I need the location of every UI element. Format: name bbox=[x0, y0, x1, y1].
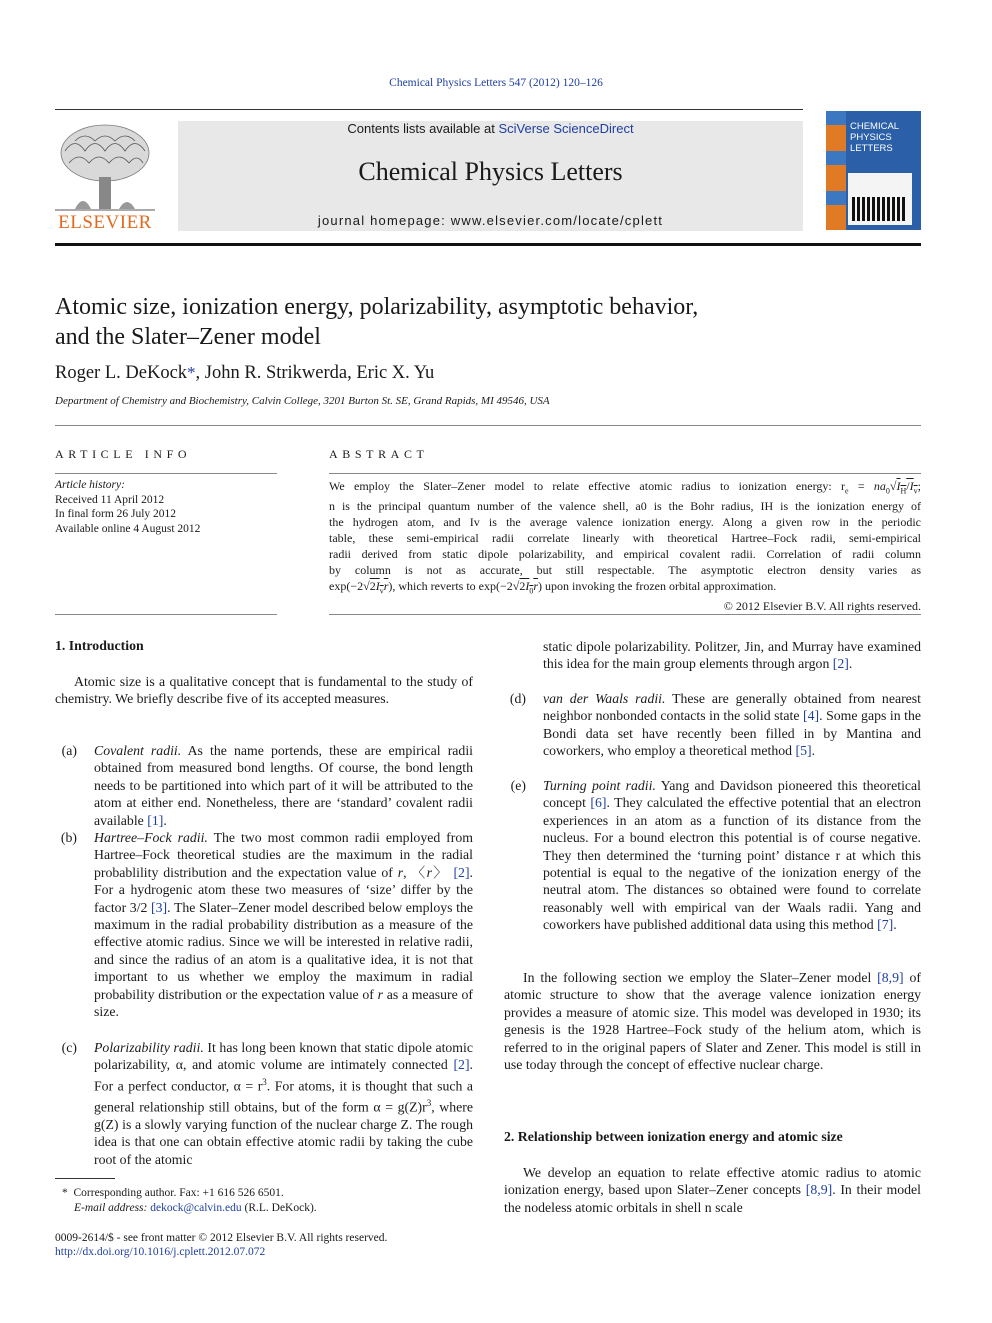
author-list bbox=[55, 363, 434, 384]
list-body: static dipole polarizability. Politzer, Jin, and Murray have examined this idea for the main group elements through argon bbox=[543, 639, 921, 672]
abstract-text: ) upon invoking the frozen orbital approximation. bbox=[538, 578, 777, 593]
history-label: Article history: bbox=[55, 479, 125, 491]
list-text: Hartree–Fock radii. The two most common radii employed from Hartree–Fock theoretical studies are the maximum in the radial probablility distribution and the expectation value of r, 〈r〉 [2]. For a hydrogenic atom these two measures of ‘size’ differ by the factor 3/2 [3]. The Slater–Zener model described below employs the maximum in the radial probability distribution as a measure of the effective atomic radius. Since we will be interested in relative radii, and since the radius of an atom is a qualitative idea, it is not that important to us whether we employ the maximum in radial probability distribution or the expectation value of r as a measure of size. bbox=[94, 830, 473, 1020]
email-link[interactable]: dekock@calvin.edu bbox=[150, 1202, 242, 1214]
abstract-text: exp(−2 bbox=[329, 578, 364, 593]
divider bbox=[329, 614, 921, 615]
footnote-corresponding bbox=[62, 1186, 317, 1216]
abstract-text: We employ the Slater–Zener model to relate effective atomic radius to ionization energy: r bbox=[329, 479, 845, 493]
paragraph-text: In the following section we employ the Slater–Zener model bbox=[523, 970, 878, 985]
section-heading-introduction: 1. Introduction bbox=[55, 638, 144, 653]
author-name: Roger L. DeKock bbox=[55, 363, 188, 383]
author-names: , John R. Strikwerda, Eric X. Yu bbox=[195, 363, 435, 383]
abstract-body bbox=[329, 479, 921, 615]
history-final: In final form 26 July 2012 bbox=[55, 508, 177, 520]
abstract-heading: ABSTRACT bbox=[329, 447, 429, 461]
list-body: . Some gaps in the Bondi data set have recently been filled in by Mantina and coworkers, who employ a theoretical method bbox=[543, 708, 922, 759]
cover-title-line: PHYSICS bbox=[850, 132, 892, 143]
list-label: (c) bbox=[61, 1040, 77, 1055]
cover-title-line: CHEMICAL bbox=[850, 121, 900, 132]
footnote-text: Corresponding author. Fax: +1 616 526 6501. bbox=[73, 1187, 284, 1199]
journal-homepage[interactable]: journal homepage: www.elsevier.com/locate/cplett bbox=[317, 213, 664, 228]
list-label: (e) bbox=[510, 778, 526, 793]
header-thick-rule bbox=[55, 243, 921, 246]
article-title bbox=[55, 292, 855, 352]
slater-zener-paragraph bbox=[504, 969, 921, 1073]
abstract-line: $\exp(-2√2I_vr)$, which reverts to $\exp(-2√2I_0r)$ upon invoking the frozen orbital approximation. bbox=[329, 578, 777, 596]
list-body: These are generally obtained from nearest neighbor nonbonded contacts in the solid state bbox=[543, 691, 922, 724]
footnote-rule bbox=[55, 1178, 115, 1179]
cover-title bbox=[850, 121, 899, 154]
abstract-line: n is the principal quantum number of the valence shell, a0 is the Bohr radius, IH is the ionization energy of bbox=[329, 499, 921, 514]
list-body: . The Slater–Zener model described below employs the maximum in the radial probability distribution as a measure of the effective atomic radius. Since we will be interested in relative radii, and since the radius of an atom is a qualitative idea, it is not that important to us whether we employ the maximum in radial probability distribution or the expectation value of bbox=[94, 899, 473, 1002]
footnote-line bbox=[62, 1186, 317, 1201]
list-text: Polarizability radii. It has long been known that static dipole atomic polarizability, α, and atomic volume are intimately connected [2]. For a perfect conductor, $\alpha = r^3$. For atoms, it is thought that such a general relationship still obtains, but of the form $\alpha = g(Z)r^3$, where g(Z) is a slowly varying function of the nuclear charge Z. The rough idea is that one can obtain effective atomic radii by taking the cube root of the atomic bbox=[94, 1040, 474, 1167]
journal-title: Chemical Physics Letters bbox=[358, 157, 623, 186]
abstract-line: the hydrogen atom, and Iv is the average valence ionization energy. Along a given row in the periodic bbox=[329, 515, 921, 530]
list-term: Turning point radii. bbox=[543, 778, 656, 793]
article-title-line: and the Slater–Zener model bbox=[55, 324, 321, 350]
list-body: As the name portends, these are empirical radii obtained from measured bond lengths. Of course, the bond length needs to be partitioned into which part of it will be attributed to the atom at either end. Nonetheless, there are ‘standard’ covalent radii available bbox=[94, 743, 473, 828]
citation-link[interactable]: [6] bbox=[590, 795, 607, 811]
list-body: . For a hydrogenic atom these two measures of ‘size’ differ by the factor 3/2 bbox=[94, 864, 473, 915]
list-label: (a) bbox=[61, 743, 77, 758]
abstract-line: radii derived from static dipole polarizability, and empirical covalent radii. Correlation of radii column bbox=[329, 547, 921, 562]
list-body: It has long been known that static dipole atomic polarizability, α, and atomic volume are intimately connected bbox=[94, 1040, 474, 1073]
list-term: Hartree–Fock radii. bbox=[94, 830, 208, 845]
email-label: E-mail address: bbox=[74, 1202, 148, 1214]
citation-link[interactable]: [4] bbox=[803, 708, 820, 724]
issn-line: 0009-2614/$ - see front matter © 2012 Elsevier B.V. All rights reserved. bbox=[55, 1232, 388, 1244]
contents-prefix: Contents lists available at bbox=[347, 121, 499, 136]
section-2-paragraph bbox=[504, 1164, 921, 1216]
article-history bbox=[55, 478, 200, 536]
citation-link[interactable]: [2] bbox=[832, 656, 849, 672]
citation-link[interactable]: [8,9] bbox=[877, 970, 904, 985]
abstract-line: by column is not as accurate, but still respectable. The asymptotic electron density varies as bbox=[329, 562, 921, 577]
section-heading-2: 2. Relationship between ionization energy and atomic size bbox=[504, 1129, 843, 1144]
list-term: van der Waals radii. bbox=[543, 691, 666, 706]
paragraph-text: . In their model the nodeless atomic orbitals in shell n scale bbox=[504, 1182, 921, 1215]
article-info-heading: ARTICLE INFO bbox=[55, 447, 192, 461]
paragraph-text: of atomic structure to show that the average valence ionization energy provides a measure of atomic size. This model was developed in 1930; its genesis is the 1928 Hartree–Fock study of the helium atom, which is referred to in the original papers of Slater and Zener. This model is still in use today through the concept of effective nuclear charge. bbox=[504, 970, 921, 1073]
list-body: . For a perfect conductor, α = r bbox=[94, 1057, 473, 1094]
journal-banner bbox=[178, 121, 803, 231]
abstract-text: ), which reverts to exp(−2 bbox=[388, 578, 513, 593]
intro-paragraph: Atomic size is a qualitative concept that is fundamental to the study of chemistry. We briefly describe five of its accepted measures. bbox=[55, 674, 473, 707]
divider bbox=[329, 473, 921, 474]
cover-title-line: LETTERS bbox=[850, 143, 893, 154]
footnote-text: (R.L. DeKock). bbox=[241, 1202, 317, 1214]
divider bbox=[55, 425, 921, 426]
list-term: Polarizability radii. bbox=[94, 1040, 204, 1055]
abstract-line: table, these semi-empirical radii correlate linearly with theoretical Hartree–Fock radii, semi-empirical bbox=[329, 531, 921, 546]
affiliation: Department of Chemistry and Biochemistry, Calvin College, 3201 Burton St. SE, Grand Rapids, MI 49546, USA bbox=[55, 395, 550, 407]
journal-reference[interactable]: Chemical Physics Letters 547 (2012) 120–126 bbox=[389, 77, 603, 89]
journal-cover bbox=[826, 111, 921, 230]
footnote-mark: * bbox=[62, 1187, 68, 1199]
list-label: (b) bbox=[60, 830, 77, 845]
elsevier-logo bbox=[55, 121, 155, 233]
sciencedirect-link[interactable]: SciVerse ScienceDirect bbox=[498, 121, 634, 136]
citation-link[interactable]: [3] bbox=[151, 899, 168, 915]
list-text: van der Waals radii. These are generally obtained from nearest neighbor nonbonded contacts in the solid state [4]. Some gaps in the Bondi data set have recently been filled in by Mantina and coworkers, who employ a theoretical method [5]. bbox=[543, 691, 922, 759]
divider bbox=[55, 614, 277, 615]
list-label: (d) bbox=[509, 691, 526, 706]
citation-link[interactable]: [2] bbox=[453, 1057, 470, 1073]
header-rule bbox=[55, 109, 803, 110]
list-body: as a measure of size. bbox=[94, 986, 473, 1020]
list-body: . They calculated the effective potential that an electron experiences in an atom as a function of its distance from the nucleus. For a bound electron this potential is of course negative. They then determined the ‘turning point’ distance r at which this potential is equal to the negative of the ionization energy of the neutral atom. The distances so obtained were found to correlate reasonably well with empirical van der Waals radii. Yang and coworkers have published additional data using this method bbox=[543, 795, 921, 933]
history-online: Available online 4 August 2012 bbox=[55, 522, 201, 535]
list-body: , where g(Z) is a slowly varying function of the nuclear charge Z. The rough idea is that one can obtain effective atomic radii by taking the cube root of the atomic bbox=[94, 1099, 473, 1167]
citation-link[interactable]: [5] bbox=[795, 743, 812, 759]
list-term: Covalent radii. bbox=[94, 743, 182, 758]
divider bbox=[55, 473, 277, 474]
citation-link[interactable]: [2] bbox=[453, 864, 470, 880]
citation-link[interactable]: [7] bbox=[877, 917, 894, 933]
footnote-line bbox=[62, 1201, 317, 1216]
list-text: Covalent radii. As the name portends, these are empirical radii obtained from measured bond lengths. Of course, the bond length needs to be partitioned into which part of it will be attributed to the atom at either end. Nonetheless, there are ‘standard’ covalent radii available [1]. bbox=[94, 743, 473, 828]
list-body: . For atoms, it is thought that such a general relationship still obtains, but of the form α = g(Z)r bbox=[94, 1078, 473, 1115]
copyright: © 2012 Elsevier B.V. All rights reserved. bbox=[723, 599, 921, 614]
contents-line bbox=[178, 121, 803, 136]
corresponding-author-mark[interactable]: * bbox=[187, 363, 196, 382]
list-item-c-continued: static dipole polarizability. Politzer, Jin, and Murray have examined this idea for the main group elements through argon [2]. bbox=[543, 639, 921, 672]
list-body: The two most common radii employed from Hartree–Fock theoretical studies are the maximum in the radial probablility distribution and the expectation value of bbox=[94, 830, 473, 880]
publisher-name: ELSEVIER bbox=[58, 212, 152, 233]
doi-link[interactable]: http://dx.doi.org/10.1016/j.cplett.2012.07.072 bbox=[55, 1246, 266, 1258]
list-body: Yang and Davidson pioneered this theoretical concept bbox=[543, 778, 922, 811]
paragraph-text: We develop an equation to relate effective atomic radius to atomic ionization energy, based upon Slater–Zener concepts bbox=[504, 1165, 921, 1198]
abstract-line: We employ the Slater–Zener model to relate effective atomic radius to ionization energy: $r_e = na_0√I_H/I_v$; bbox=[329, 479, 921, 496]
list-text: Turning point radii. Yang and Davidson pioneered this theoretical concept [6]. They calculated the effective potential that an electron experiences in an atom as a function of its distance from the nucleus. For a bound electron this potential is of course negative. They then determined the ‘turning point’ distance r at which this potential is equal to the negative of the ionization energy of the neutral atom. The distances so obtained were found to correlate reasonably well with empirical van der Waals radii. Yang and coworkers have published additional data using this method [7]. bbox=[543, 778, 922, 933]
article-title-line: Atomic size, ionization energy, polarizability, asymptotic behavior, bbox=[55, 294, 699, 320]
citation-link[interactable]: [1] bbox=[147, 812, 164, 828]
citation-link[interactable]: [8,9] bbox=[805, 1182, 833, 1198]
history-received: Received 11 April 2012 bbox=[55, 493, 165, 506]
